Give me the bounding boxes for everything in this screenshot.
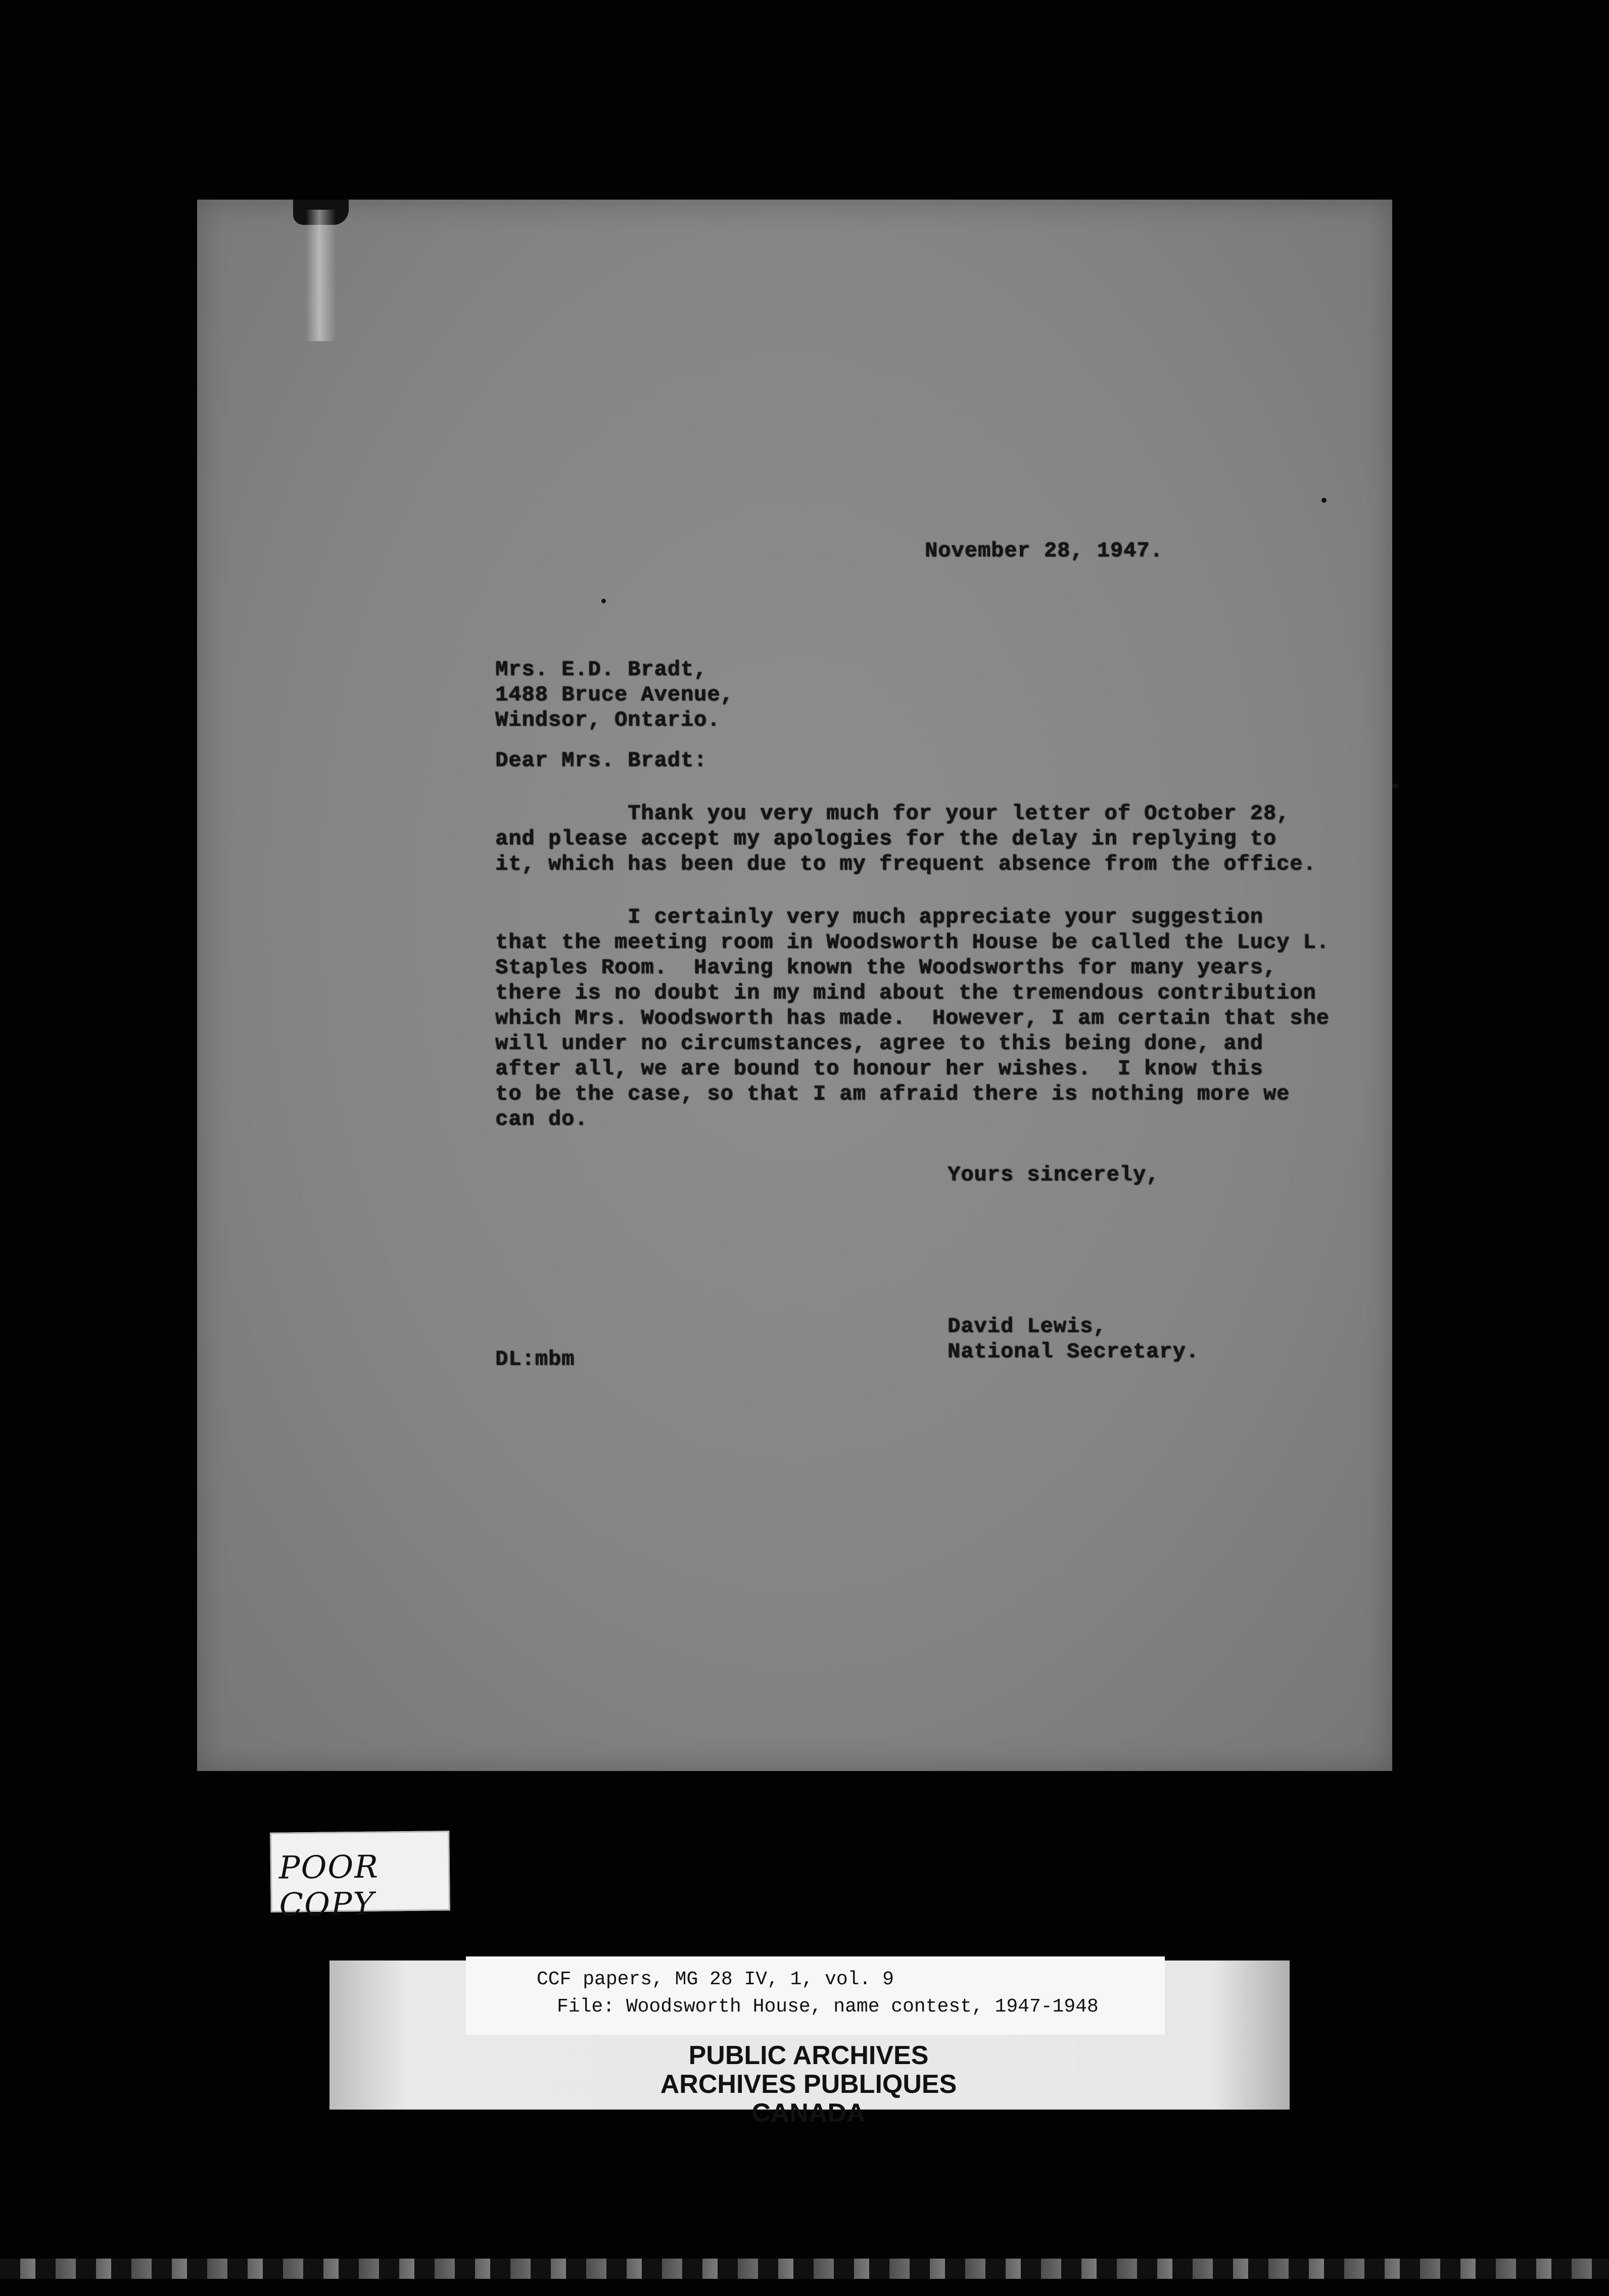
- stamp-line-english: PUBLIC ARCHIVES: [688, 2041, 929, 2070]
- paragraph-line: I certainly very much appreciate your suggestion: [495, 905, 1263, 929]
- page-crease: [306, 210, 336, 341]
- speck: [1321, 498, 1327, 503]
- paragraph-line: to be the case, so that I am afraid there is nothing more we: [495, 1082, 1290, 1106]
- paragraph-line: it, which has been due to my frequent absence from the office.: [495, 852, 1316, 876]
- paragraph-2: [495, 904, 1330, 1132]
- paragraph-line: Staples Room. Having known the Woodsworths for many years,: [495, 955, 1277, 980]
- salutation: Dear Mrs. Bradt:: [495, 748, 707, 773]
- paragraph-line: that the meeting room in Woodsworth House be called the Lucy L.: [495, 930, 1330, 954]
- stamp-line-country: CANADA: [751, 2098, 866, 2128]
- poor-copy-note: [270, 1831, 450, 1923]
- speck: [601, 599, 606, 603]
- typist-initials: DL:mbm: [495, 1347, 575, 1371]
- address-line: Windsor, Ontario.: [495, 708, 721, 732]
- paragraph-line: Thank you very much for your letter of October 28,: [495, 801, 1290, 826]
- address-line: Mrs. E.D. Bradt,: [495, 657, 707, 682]
- signature-name: David Lewis,: [948, 1314, 1107, 1338]
- speck: [1392, 783, 1398, 789]
- archive-stamp: [430, 2041, 1188, 2128]
- paragraph-line: will under no circumstances, agree to this being done, and: [495, 1031, 1263, 1056]
- poor-copy-text: POOR COPY: [278, 1848, 380, 1923]
- address-line: 1488 Bruce Avenue,: [495, 683, 734, 707]
- signature-title: National Secretary.: [948, 1340, 1199, 1364]
- archive-reference-label: [466, 1956, 1165, 2035]
- letter-date: November 28, 1947.: [925, 539, 1163, 563]
- recipient-address: [495, 657, 734, 733]
- paragraph-line: after all, we are bound to honour her wishes. I know this: [495, 1057, 1263, 1081]
- archive-file-line: File: Woodsworth House, name contest, 1947-1948: [557, 1996, 1099, 2018]
- stamp-line-french: ARCHIVES PUBLIQUES: [660, 2070, 957, 2099]
- signature-block: [948, 1314, 1199, 1364]
- closing: Yours sincerely,: [948, 1163, 1160, 1187]
- paragraph-line: which Mrs. Woodsworth has made. However, I am certain that she: [495, 1006, 1330, 1030]
- paragraph-line: can do.: [495, 1107, 588, 1131]
- film-edge-strip: [0, 2259, 1609, 2279]
- paragraph-1: [495, 801, 1316, 877]
- paragraph-line: and please accept my apologies for the delay in replying to: [495, 827, 1277, 851]
- archive-reference-line: CCF papers, MG 28 IV, 1, vol. 9: [537, 1969, 894, 1990]
- letter-page: [197, 200, 1392, 1771]
- paragraph-line: there is no doubt in my mind about the tremendous contribution: [495, 981, 1316, 1005]
